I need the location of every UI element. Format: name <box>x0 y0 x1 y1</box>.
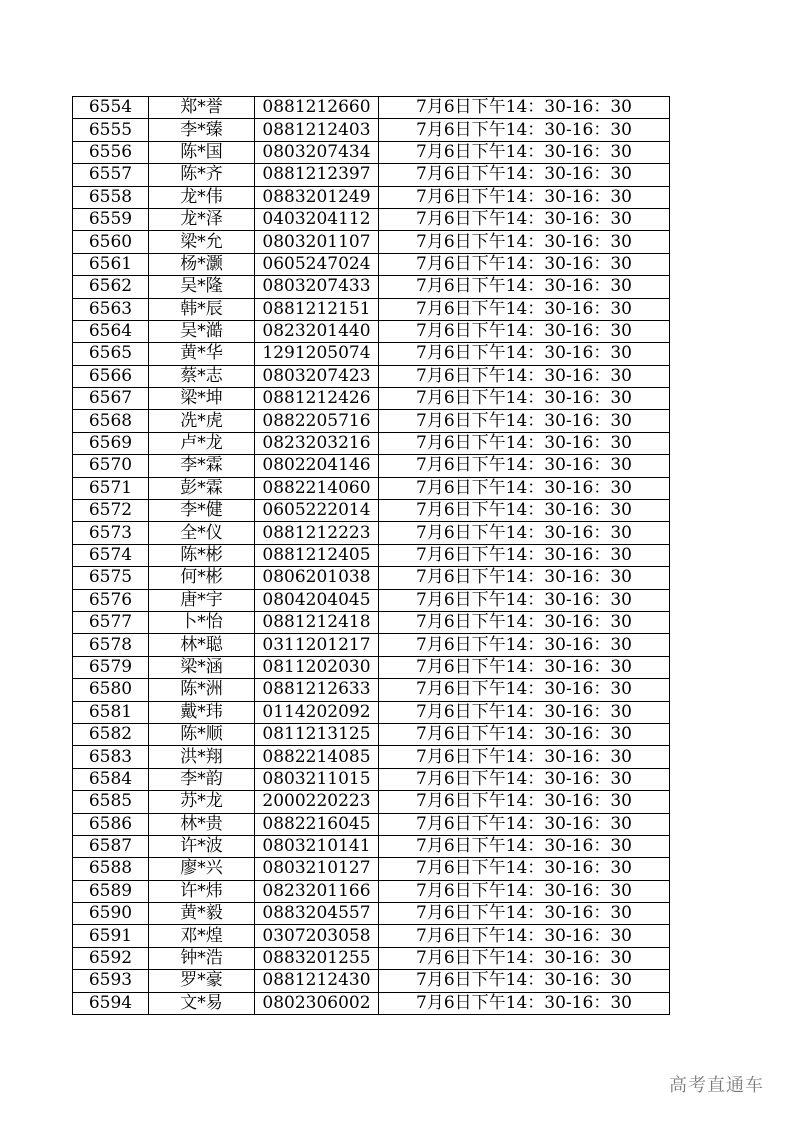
table-row <box>73 141 670 163</box>
exam-time-cell: 7月6日下午14：30-16：30 <box>379 186 670 208</box>
exam-time-cell: 7月6日下午14：30-16：30 <box>379 813 670 835</box>
table-row <box>73 880 670 902</box>
exam-time-cell: 7月6日下午14：30-16：30 <box>379 432 670 454</box>
exam-time-cell: 7月6日下午14：30-16：30 <box>379 791 670 813</box>
candidate-name-cell: 何*彬 <box>149 567 255 589</box>
table-row <box>73 432 670 454</box>
seq-number-cell: 6563 <box>73 298 149 320</box>
exam-time-cell: 7月6日下午14：30-16：30 <box>379 835 670 857</box>
candidate-name-cell: 文*易 <box>149 992 255 1014</box>
table-row <box>73 903 670 925</box>
candidate-id-cell: 0803210127 <box>255 858 379 880</box>
seq-number-cell: 6565 <box>73 343 149 365</box>
candidate-name-cell: 李*臻 <box>149 119 255 141</box>
seq-number-cell: 6590 <box>73 903 149 925</box>
candidate-id-cell: 0881212405 <box>255 544 379 566</box>
candidate-id-cell: 0307203058 <box>255 925 379 947</box>
seq-number-cell: 6589 <box>73 880 149 902</box>
exam-time-cell: 7月6日下午14：30-16：30 <box>379 544 670 566</box>
table-row <box>73 970 670 992</box>
seq-number-cell: 6555 <box>73 119 149 141</box>
candidate-name-cell: 许*波 <box>149 835 255 857</box>
candidate-name-cell: 邓*煌 <box>149 925 255 947</box>
table-row <box>73 611 670 633</box>
candidate-id-cell: 0803207423 <box>255 365 379 387</box>
table-row <box>73 208 670 230</box>
table-row <box>73 768 670 790</box>
table-row <box>73 231 670 253</box>
seq-number-cell: 6568 <box>73 410 149 432</box>
seq-number-cell: 6557 <box>73 164 149 186</box>
table-row <box>73 634 670 656</box>
candidate-id-cell: 0823201440 <box>255 320 379 342</box>
candidate-id-cell: 0803207433 <box>255 276 379 298</box>
candidate-id-cell: 0882205716 <box>255 410 379 432</box>
candidate-name-cell: 吴*隆 <box>149 276 255 298</box>
table-row <box>73 477 670 499</box>
seq-number-cell: 6584 <box>73 768 149 790</box>
candidate-name-cell: 许*炜 <box>149 880 255 902</box>
candidate-id-cell: 0882214060 <box>255 477 379 499</box>
exam-time-cell: 7月6日下午14：30-16：30 <box>379 723 670 745</box>
candidate-name-cell: 蔡*志 <box>149 365 255 387</box>
schedule-table <box>72 96 670 1015</box>
candidate-id-cell: 0811213125 <box>255 723 379 745</box>
candidate-name-cell: 杨*灏 <box>149 253 255 275</box>
candidate-id-cell: 0882216045 <box>255 813 379 835</box>
exam-time-cell: 7月6日下午14：30-16：30 <box>379 343 670 365</box>
candidate-id-cell: 0823201166 <box>255 880 379 902</box>
table-row <box>73 410 670 432</box>
candidate-name-cell: 梁*涵 <box>149 656 255 678</box>
candidate-name-cell: 苏*龙 <box>149 791 255 813</box>
seq-number-cell: 6566 <box>73 365 149 387</box>
candidate-name-cell: 韩*辰 <box>149 298 255 320</box>
table-row <box>73 567 670 589</box>
exam-time-cell: 7月6日下午14：30-16：30 <box>379 768 670 790</box>
candidate-name-cell: 梁*允 <box>149 231 255 253</box>
candidate-id-cell: 0881212223 <box>255 522 379 544</box>
candidate-id-cell: 0605222014 <box>255 500 379 522</box>
seq-number-cell: 6559 <box>73 208 149 230</box>
table-row <box>73 186 670 208</box>
table-row <box>73 119 670 141</box>
seq-number-cell: 6561 <box>73 253 149 275</box>
seq-number-cell: 6576 <box>73 589 149 611</box>
seq-number-cell: 6554 <box>73 97 149 119</box>
seq-number-cell: 6579 <box>73 656 149 678</box>
candidate-id-cell: 0403204112 <box>255 208 379 230</box>
table-row <box>73 589 670 611</box>
candidate-name-cell: 龙*泽 <box>149 208 255 230</box>
exam-time-cell: 7月6日下午14：30-16：30 <box>379 522 670 544</box>
exam-time-cell: 7月6日下午14：30-16：30 <box>379 947 670 969</box>
seq-number-cell: 6567 <box>73 388 149 410</box>
seq-number-cell: 6558 <box>73 186 149 208</box>
candidate-name-cell: 廖*兴 <box>149 858 255 880</box>
candidate-id-cell: 0802306002 <box>255 992 379 1014</box>
exam-time-cell: 7月6日下午14：30-16：30 <box>379 970 670 992</box>
seq-number-cell: 6564 <box>73 320 149 342</box>
schedule-table-body <box>73 97 670 1015</box>
exam-time-cell: 7月6日下午14：30-16：30 <box>379 880 670 902</box>
table-row <box>73 701 670 723</box>
candidate-name-cell: 林*贵 <box>149 813 255 835</box>
exam-time-cell: 7月6日下午14：30-16：30 <box>379 634 670 656</box>
candidate-name-cell: 林*聪 <box>149 634 255 656</box>
candidate-id-cell: 0802204146 <box>255 455 379 477</box>
candidate-id-cell: 0881212660 <box>255 97 379 119</box>
seq-number-cell: 6569 <box>73 432 149 454</box>
table-row <box>73 298 670 320</box>
candidate-id-cell: 0605247024 <box>255 253 379 275</box>
seq-number-cell: 6562 <box>73 276 149 298</box>
exam-time-cell: 7月6日下午14：30-16：30 <box>379 992 670 1014</box>
exam-time-cell: 7月6日下午14：30-16：30 <box>379 656 670 678</box>
candidate-id-cell: 0881212151 <box>255 298 379 320</box>
candidate-name-cell: 陈*齐 <box>149 164 255 186</box>
seq-number-cell: 6580 <box>73 679 149 701</box>
table-row <box>73 455 670 477</box>
seq-number-cell: 6581 <box>73 701 149 723</box>
exam-time-cell: 7月6日下午14：30-16：30 <box>379 164 670 186</box>
seq-number-cell: 6582 <box>73 723 149 745</box>
seq-number-cell: 6592 <box>73 947 149 969</box>
table-row <box>73 947 670 969</box>
table-row <box>73 791 670 813</box>
candidate-id-cell: 0804204045 <box>255 589 379 611</box>
candidate-id-cell: 0114202092 <box>255 701 379 723</box>
seq-number-cell: 6583 <box>73 746 149 768</box>
exam-time-cell: 7月6日下午14：30-16：30 <box>379 365 670 387</box>
seq-number-cell: 6593 <box>73 970 149 992</box>
candidate-name-cell: 梁*坤 <box>149 388 255 410</box>
table-row <box>73 858 670 880</box>
exam-time-cell: 7月6日下午14：30-16：30 <box>379 858 670 880</box>
exam-time-cell: 7月6日下午14：30-16：30 <box>379 388 670 410</box>
candidate-id-cell: 0883201249 <box>255 186 379 208</box>
seq-number-cell: 6570 <box>73 455 149 477</box>
candidate-name-cell: 唐*宇 <box>149 589 255 611</box>
candidate-id-cell: 0811202030 <box>255 656 379 678</box>
table-row <box>73 253 670 275</box>
candidate-name-cell: 黄*华 <box>149 343 255 365</box>
seq-number-cell: 6572 <box>73 500 149 522</box>
seq-number-cell: 6591 <box>73 925 149 947</box>
candidate-id-cell: 0881212633 <box>255 679 379 701</box>
candidate-name-cell: 吴*澔 <box>149 320 255 342</box>
candidate-id-cell: 2000220223 <box>255 791 379 813</box>
exam-time-cell: 7月6日下午14：30-16：30 <box>379 97 670 119</box>
seq-number-cell: 6556 <box>73 141 149 163</box>
exam-time-cell: 7月6日下午14：30-16：30 <box>379 500 670 522</box>
candidate-name-cell: 郑*誉 <box>149 97 255 119</box>
candidate-id-cell: 0823203216 <box>255 432 379 454</box>
table-row <box>73 925 670 947</box>
table-row <box>73 320 670 342</box>
seq-number-cell: 6577 <box>73 611 149 633</box>
exam-time-cell: 7月6日下午14：30-16：30 <box>379 320 670 342</box>
table-row <box>73 97 670 119</box>
candidate-id-cell: 0881212430 <box>255 970 379 992</box>
candidate-name-cell: 戴*玮 <box>149 701 255 723</box>
exam-time-cell: 7月6日下午14：30-16：30 <box>379 141 670 163</box>
candidate-id-cell: 0803201107 <box>255 231 379 253</box>
exam-time-cell: 7月6日下午14：30-16：30 <box>379 455 670 477</box>
exam-time-cell: 7月6日下午14：30-16：30 <box>379 231 670 253</box>
seq-number-cell: 6578 <box>73 634 149 656</box>
seq-number-cell: 6571 <box>73 477 149 499</box>
table-row <box>73 388 670 410</box>
table-row <box>73 343 670 365</box>
candidate-name-cell: 李*霖 <box>149 455 255 477</box>
table-row <box>73 522 670 544</box>
exam-time-cell: 7月6日下午14：30-16：30 <box>379 611 670 633</box>
candidate-name-cell: 全*仪 <box>149 522 255 544</box>
exam-time-cell: 7月6日下午14：30-16：30 <box>379 903 670 925</box>
candidate-id-cell: 0881212397 <box>255 164 379 186</box>
candidate-name-cell: 陈*洲 <box>149 679 255 701</box>
table-row <box>73 813 670 835</box>
candidate-name-cell: 钟*浩 <box>149 947 255 969</box>
candidate-name-cell: 李*韵 <box>149 768 255 790</box>
exam-time-cell: 7月6日下午14：30-16：30 <box>379 253 670 275</box>
candidate-name-cell: 陈*国 <box>149 141 255 163</box>
candidate-id-cell: 0806201038 <box>255 567 379 589</box>
table-row <box>73 723 670 745</box>
exam-time-cell: 7月6日下午14：30-16：30 <box>379 679 670 701</box>
candidate-name-cell: 黄*毅 <box>149 903 255 925</box>
candidate-name-cell: 龙*伟 <box>149 186 255 208</box>
seq-number-cell: 6587 <box>73 835 149 857</box>
exam-time-cell: 7月6日下午14：30-16：30 <box>379 119 670 141</box>
candidate-name-cell: 陈*彬 <box>149 544 255 566</box>
table-row <box>73 746 670 768</box>
exam-time-cell: 7月6日下午14：30-16：30 <box>379 276 670 298</box>
candidate-id-cell: 0803207434 <box>255 141 379 163</box>
candidate-name-cell: 冼*虎 <box>149 410 255 432</box>
candidate-name-cell: 陈*顺 <box>149 723 255 745</box>
exam-time-cell: 7月6日下午14：30-16：30 <box>379 746 670 768</box>
table-row <box>73 835 670 857</box>
candidate-id-cell: 0883204557 <box>255 903 379 925</box>
candidate-id-cell: 0881212403 <box>255 119 379 141</box>
table-row <box>73 679 670 701</box>
table-row <box>73 276 670 298</box>
candidate-id-cell: 1291205074 <box>255 343 379 365</box>
seq-number-cell: 6560 <box>73 231 149 253</box>
candidate-name-cell: 李*健 <box>149 500 255 522</box>
candidate-id-cell: 0881212418 <box>255 611 379 633</box>
exam-time-cell: 7月6日下午14：30-16：30 <box>379 208 670 230</box>
table-row <box>73 500 670 522</box>
candidate-id-cell: 0803210141 <box>255 835 379 857</box>
candidate-id-cell: 0883201255 <box>255 947 379 969</box>
table-row <box>73 992 670 1014</box>
exam-time-cell: 7月6日下午14：30-16：30 <box>379 567 670 589</box>
exam-time-cell: 7月6日下午14：30-16：30 <box>379 477 670 499</box>
table-row <box>73 544 670 566</box>
exam-time-cell: 7月6日下午14：30-16：30 <box>379 925 670 947</box>
table-row <box>73 656 670 678</box>
table-row <box>73 365 670 387</box>
table-row <box>73 164 670 186</box>
candidate-name-cell: 罗*豪 <box>149 970 255 992</box>
candidate-name-cell: 卜*怡 <box>149 611 255 633</box>
candidate-id-cell: 0882214085 <box>255 746 379 768</box>
exam-time-cell: 7月6日下午14：30-16：30 <box>379 701 670 723</box>
candidate-name-cell: 彭*霖 <box>149 477 255 499</box>
seq-number-cell: 6574 <box>73 544 149 566</box>
seq-number-cell: 6588 <box>73 858 149 880</box>
seq-number-cell: 6575 <box>73 567 149 589</box>
exam-time-cell: 7月6日下午14：30-16：30 <box>379 589 670 611</box>
candidate-id-cell: 0311201217 <box>255 634 379 656</box>
candidate-name-cell: 卢*龙 <box>149 432 255 454</box>
candidate-name-cell: 洪*翔 <box>149 746 255 768</box>
candidate-id-cell: 0803211015 <box>255 768 379 790</box>
exam-time-cell: 7月6日下午14：30-16：30 <box>379 298 670 320</box>
exam-time-cell: 7月6日下午14：30-16：30 <box>379 410 670 432</box>
seq-number-cell: 6585 <box>73 791 149 813</box>
candidate-id-cell: 0881212426 <box>255 388 379 410</box>
seq-number-cell: 6586 <box>73 813 149 835</box>
seq-number-cell: 6594 <box>73 992 149 1014</box>
watermark-text: 高考直通车 <box>669 1075 764 1096</box>
seq-number-cell: 6573 <box>73 522 149 544</box>
